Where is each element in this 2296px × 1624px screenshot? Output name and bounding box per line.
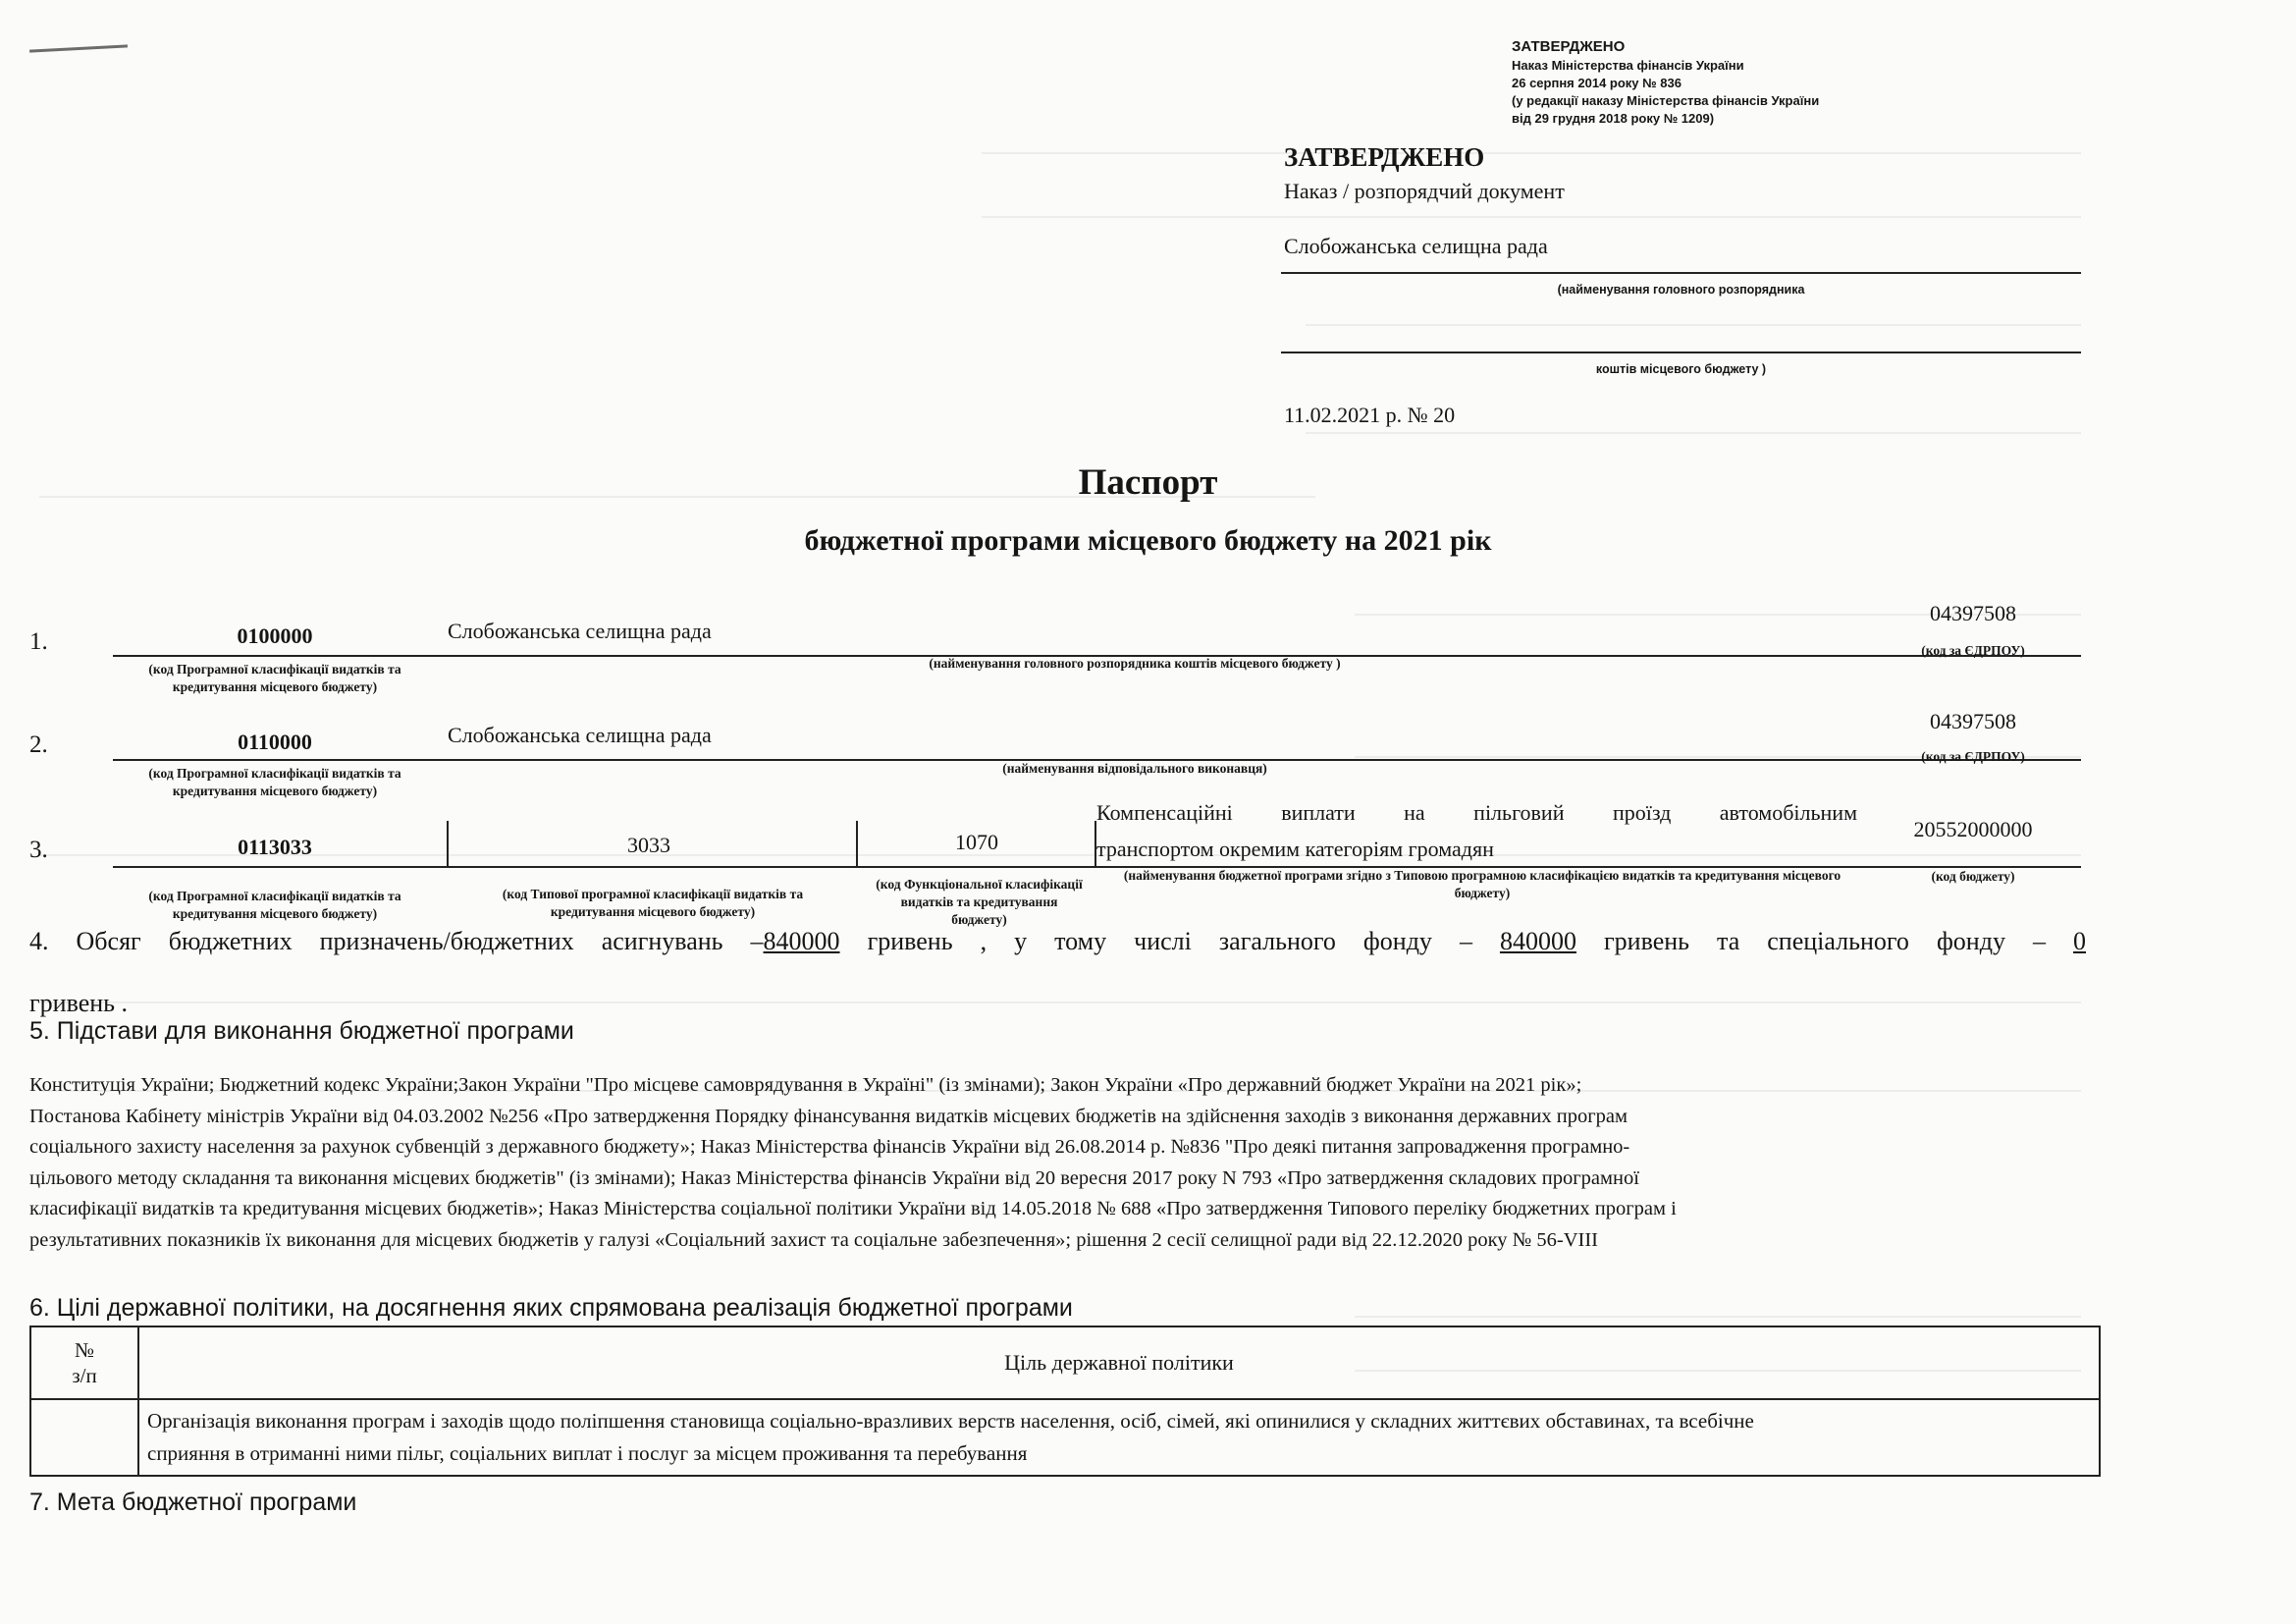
goal-text-line: сприяння в отриманні ними пільг, соціальних виплат і послуг за місцем проживання та перебування (147, 1441, 1028, 1465)
row2-code-caption: (код Програмної класифікації видатків та кредитування місцевого бюджету) (148, 766, 401, 798)
page-title: Паспорт (1078, 462, 1218, 503)
col-number-header-2: з/п (72, 1364, 97, 1387)
row3-divider (856, 821, 858, 868)
row3-func-code: 1070 (955, 830, 998, 854)
section5-line: соціального захисту населення за рахунок субвенцій з державного бюджету»; Наказ Міністерства фінансів України від 26.08.2014 р. №836 "Про деякі питання запровадження програмно- (29, 1136, 1630, 1158)
approval-org-underline (1281, 272, 2081, 274)
section5-line: Постанова Кабінету міністрів України від 04.03.2002 №256 «Про затвердження Порядку фінансування видатків місцевих бюджетів на здійснення заходів з виконання державних програм (29, 1105, 1628, 1127)
section4-total: 840000 (763, 927, 840, 955)
col-number-header (30, 1326, 138, 1399)
table-row (30, 1399, 2100, 1476)
approval-doc: Наказ / розпорядчий документ (1284, 179, 1565, 203)
page-subtitle: бюджетної програми місцевого бюджету на 2021 рік (804, 524, 1492, 557)
approval-top-line: від 29 грудня 2018 року № 1209) (1512, 111, 1715, 126)
row2-code: 0110000 (238, 730, 312, 754)
row3-code: 0113033 (238, 835, 312, 859)
approval-org-underline-2 (1281, 352, 2081, 353)
approval-top-line: 26 серпня 2014 року № 836 (1512, 76, 1682, 90)
row1-edrpou: 04397508 (1930, 601, 2016, 625)
row1-name-caption: (найменування головного розпорядника коштів місцевого бюджету ) (929, 656, 1341, 671)
section4-text: гривень та спеціального фонду – (1575, 927, 2073, 955)
row3-typical-caption: (код Типової програмної класифікації видатків та кредитування місцевого бюджету) (502, 887, 804, 919)
goal-text-line: Організація виконання програм і заходів щодо поліпшення становища соціально-вразливих верств населення, осіб, сімей, які опинилися у складних життєвих обставинах, та всебічне (147, 1409, 1754, 1433)
approval-org: Слобожанська селищна рада (1284, 234, 1548, 258)
row3-func-caption: (код Функціональної класифікації видатків та кредитування бюджету) (876, 877, 1083, 927)
section5-line: результативних показників їх виконання для місцевих бюджетів у галузі «Соціальний захист та соціальне забезпечення»; рішення 2 сесії селищної ради від 22.12.2020 року № 56-VIII (29, 1228, 1598, 1251)
section4-text: гривень , у тому числі загального фонду – (839, 927, 1500, 955)
section5-title: 5. Підстави для виконання бюджетної програми (29, 1017, 574, 1045)
section5-line: Конституція України; Бюджетний кодекс України;Закон України "Про місцеве самоврядування в Україні" (із змінами); Закон України «Про державний бюджет України на 2021 рік»; (29, 1074, 1582, 1096)
approval-org-caption: (найменування головного розпорядника (1557, 283, 1805, 297)
approval-date-number: 11.02.2021 р. № 20 (1284, 403, 1456, 427)
row3-typical-code: 3033 (627, 833, 670, 857)
table-cell-number (30, 1399, 138, 1476)
row1-code-caption: (код Програмної класифікації видатків та кредитування місцевого бюджету) (148, 662, 401, 694)
section5-line: класифікації видатків та кредитування місцевих бюджетів»; Наказ Міністерства соціальної політики України від 14.05.2018 № 688 «Про затвердження Типового переліку бюджетних програм і (29, 1198, 1677, 1219)
row3-name-line1: Компенсаційні виплати на пільговий проїзд автомобільним (1096, 800, 1857, 825)
row2-name-caption: (найменування відповідального виконавця) (1002, 761, 1267, 776)
section4-text-end: гривень . (29, 989, 129, 1017)
row2-edrpou: 04397508 (1930, 709, 2016, 733)
approval-top-block (1512, 37, 2140, 128)
row2-edrpou-caption: (код за ЄДРПОУ) (1921, 749, 2025, 764)
section6-title: 6. Цілі державної політики, на досягнення яких спрямована реалізація бюджетної програми (29, 1294, 1073, 1322)
policy-goals-table (29, 1326, 2101, 1477)
section5-line: цільового методу складання та виконання місцевих бюджетів" (із змінами); Наказ Міністерства фінансів України від 20 вересня 2017 року N 793 «Про затвердження складових програмної (29, 1166, 1639, 1189)
col-goal-header: Ціль державної політики (138, 1326, 2100, 1399)
col-number-header-1: № (74, 1338, 95, 1362)
row2-name: Слобожанська селищна рада (448, 723, 712, 747)
section4-special: 0 (2073, 927, 2086, 955)
approval-top-line: (у редакції наказу Міністерства фінансів України (1512, 93, 1820, 108)
row1-code: 0100000 (237, 623, 313, 648)
approval-title: ЗАТВЕРДЖЕНО (1284, 142, 1485, 172)
row3-name-line2: транспортом окремим категоріям громадян (1096, 837, 1494, 861)
approval-top-title: ЗАТВЕРДЖЕНО (1512, 38, 1626, 55)
row1-name: Слобожанська селищна рада (448, 619, 712, 643)
approval-top-line: Наказ Міністерства фінансів України (1512, 58, 1744, 73)
row3-divider (1095, 821, 1096, 868)
section5-body (29, 1070, 2091, 1256)
row1-edrpou-caption: (код за ЄДРПОУ) (1921, 643, 2025, 658)
row3-number: 3. (29, 837, 48, 863)
table-header-row (30, 1326, 2100, 1399)
section4-text: 4. Обсяг бюджетних призначень/бюджетних асигнувань – (29, 927, 764, 955)
approval-org-caption-2: коштів місцевого бюджету ) (1595, 362, 1767, 376)
row3-budget-caption: (код бюджету) (1931, 869, 2015, 884)
row2-number: 2. (29, 731, 48, 758)
row3-budget-code: 20552000000 (1913, 817, 2033, 841)
row3-code-caption: (код Програмної класифікації видатків та кредитування місцевого бюджету) (148, 889, 401, 921)
row1-number: 1. (29, 628, 48, 655)
row3-name-caption: (найменування бюджетної програми згідно з Типовою програмною класифікацією видатків та кредитування місцевого бюджету) (1123, 868, 1842, 900)
section7-title: 7. Мета бюджетної програми (29, 1489, 357, 1516)
section4-general: 840000 (1499, 927, 1576, 955)
table-cell-goal (138, 1399, 2100, 1476)
section4-line (29, 927, 2086, 956)
row3-divider (447, 821, 449, 868)
